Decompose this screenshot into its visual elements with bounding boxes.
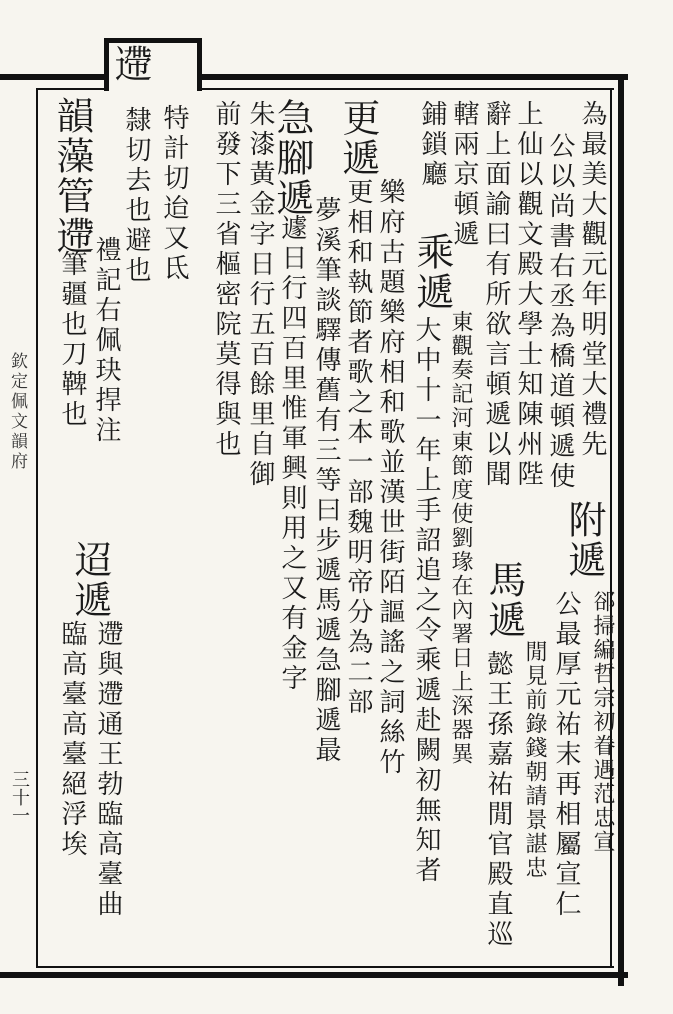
text-column-12: 前發下三省樞密院莫得與也: [211, 100, 241, 460]
inner-border-left: [36, 88, 38, 968]
text-column-7: 更相和執節者歌之本一部魏明帝分為二部: [343, 178, 373, 718]
margin-strip: [0, 92, 34, 612]
heading-tiao-di: 迢遞: [68, 540, 112, 620]
page-number: 三十一: [9, 770, 30, 824]
text-column-10: 遽日行四百里惟軍興則用之又有金字: [277, 214, 307, 694]
heading-fu-di: 附遞: [562, 500, 606, 580]
inner-border-bottom: [36, 966, 614, 968]
heading-jijiao-di: 急腳遞: [270, 98, 314, 218]
text-column-16: 筆疆也刀鞞也: [57, 250, 87, 430]
ma-di-body: 懿王孫嘉祐閒官殿直巡: [483, 650, 513, 950]
fu-di-body: 公最厚元祐末再相屬宣仁: [551, 590, 581, 920]
text-column-9: 夢溪筆談驛傳舊有三等曰步遞馬遞急腳遞最: [311, 196, 341, 766]
page-border-right: [618, 74, 624, 986]
text-column-4: 辭上面諭曰有所欲言頓遞以聞: [481, 100, 511, 490]
heading-yun-zao-guan-di: 韻藻管遰: [50, 96, 94, 256]
volume-title: 欽定佩文韻府: [7, 352, 27, 472]
heading-ma-di: 馬遞: [482, 560, 526, 640]
text-column-11: 朱漆黃金字日行五百餘里自御: [245, 100, 275, 490]
heading-di: 遰: [108, 44, 152, 84]
text-column-15: 禮記右佩玦捍注: [91, 236, 121, 446]
page-border-top: [0, 74, 628, 80]
heading-geng-di: 更遞: [336, 98, 380, 178]
text-column-1: 為最美大觀元年明堂大禮先: [577, 100, 607, 460]
heading-cheng-di: 乘遞: [410, 232, 454, 312]
ma-di-note: 閒見前錄錢朝請景諶忠: [522, 640, 547, 880]
text-column-8: 樂府古題樂府相和歌並漢世街陌謳謠之詞絲竹: [375, 178, 405, 778]
fu-di-note: 郤掃編哲宗初眷遇范忠宣: [590, 590, 615, 854]
text-column-3: 上仙以觀文殿大學士知陳州陛: [513, 100, 543, 490]
text-column-6: 鋪鎖廳: [417, 100, 447, 190]
text-column-5: 轄兩京頓遞: [449, 100, 479, 250]
text-column-18: 臨高臺高臺絕浮埃: [57, 620, 87, 860]
cheng-di-note: 東觀奏記河東節度使劉瑑在內署日上深器異: [448, 310, 473, 766]
text-column-13: 隸切去也避也: [121, 106, 151, 286]
text-column-2: 公以尚書右丞為橋道頓遞使: [545, 132, 575, 492]
text-column-17: 遰與遰通王勃臨高臺曲: [93, 620, 123, 920]
page-border-bottom: [0, 972, 628, 978]
cheng-di-body: 大中十一年上手詔追之令乘遞赴闕初無知者: [411, 316, 441, 886]
text-column-14: 特計切迨又氐: [159, 104, 189, 284]
